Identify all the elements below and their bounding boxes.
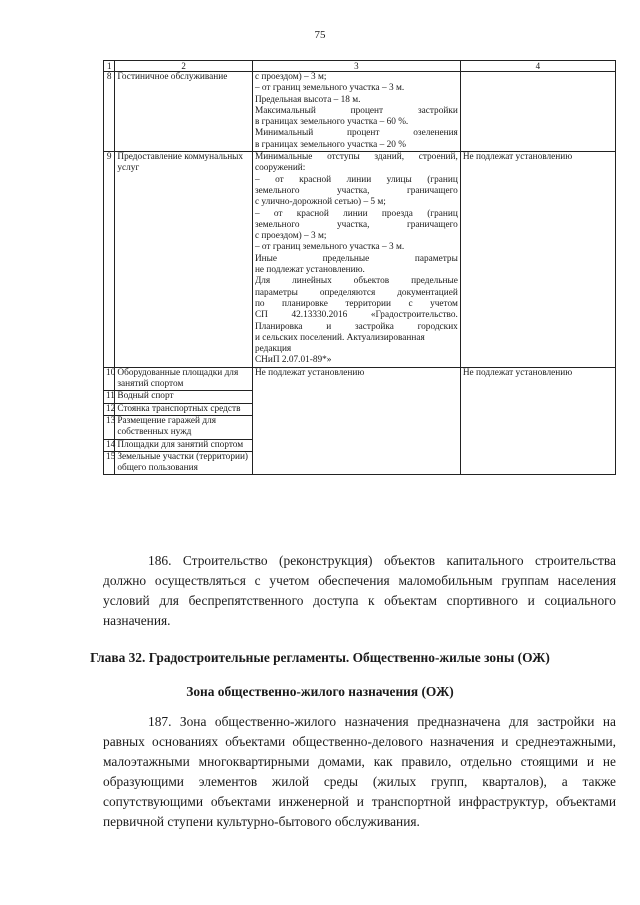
restrictions-cell: Не подлежат установлению	[460, 367, 615, 475]
row-number: 9	[104, 152, 115, 368]
table-header-row	[104, 61, 616, 72]
use-type: Земельные участки (территории) общего пользования	[115, 451, 253, 475]
use-type: Предоставление коммунальных услуг	[115, 152, 253, 368]
param-line: Планировка и застройка городских	[254, 321, 458, 332]
row-number: 8	[104, 72, 115, 152]
use-type: Оборудованные площадки для занятий спортом	[115, 367, 253, 391]
row-number: 10	[104, 367, 115, 391]
use-type: Гостиничное обслуживание	[115, 72, 253, 152]
param-line: Минимальный процент озеленения	[254, 128, 458, 139]
use-type: Стоянка транспортных средств	[115, 403, 253, 415]
parameters-cell	[252, 152, 460, 368]
param-line: параметры определяются документацией	[254, 287, 458, 298]
row-number: 11	[104, 391, 115, 403]
param-line: – от красной линии проезда (границ	[254, 208, 458, 219]
param-line: по планировке территории с учетом	[254, 298, 458, 309]
param-line: – от красной линии улицы (границ	[254, 174, 458, 185]
header-cell: 2	[115, 61, 253, 72]
page-number: 75	[314, 29, 326, 41]
param-line: СНиП 2.07.01-89*»	[254, 355, 332, 366]
param-line: с проездом) – 3 м;	[254, 231, 327, 242]
param-line: с улично-дорожной сетью) – 5 м;	[254, 197, 386, 208]
restrictions-cell	[460, 72, 615, 152]
param-line: Минимальные отступы зданий, строений,	[254, 152, 458, 163]
zone-heading: Зона общественно-жилого назначения (ОЖ)	[186, 684, 454, 699]
param-line: не подлежат установлению.	[254, 265, 365, 276]
chapter-heading: Глава 32. Градостроительные регламенты. Общественно-жилые зоны (ОЖ)	[90, 650, 550, 665]
parameters-cell	[252, 72, 460, 152]
table-row	[104, 367, 616, 391]
param-line: СП 42.13330.2016 «Градостроительство.	[254, 310, 458, 321]
row-number: 12	[104, 403, 115, 415]
regulations-table	[103, 60, 616, 475]
header-cell: 1	[104, 61, 115, 72]
use-type: Размещение гаражей для собственных нужд	[115, 415, 253, 439]
row-number: 15	[104, 451, 115, 475]
param-line: редакция	[254, 344, 292, 355]
param-line: и сельских поселений. Актуализированная	[254, 332, 425, 343]
param-line: – от границ земельного участка – 3 м.	[254, 83, 405, 94]
parameters-cell: Не подлежат установлению	[252, 367, 460, 475]
row-number: 13	[104, 415, 115, 439]
param-line: земельного участка, граничащего	[254, 185, 458, 196]
param-line: – от границ земельного участка – 3 м.	[254, 242, 405, 253]
use-type: Площадки для занятий спортом	[115, 439, 253, 451]
param-line: с проездом) – 3 м;	[254, 72, 327, 82]
param-line: Иные предельные параметры	[254, 253, 458, 264]
use-type: Водный спорт	[115, 391, 253, 403]
param-line: Максимальный процент застройки	[254, 105, 458, 116]
table-row	[104, 152, 616, 368]
row-number: 14	[104, 439, 115, 451]
header-cell: 3	[252, 61, 460, 72]
param-line: в границах земельного участка – 60 %.	[254, 117, 409, 128]
param-line: Предельная высота – 18 м.	[254, 94, 361, 105]
table-row	[104, 72, 616, 152]
header-cell: 4	[460, 61, 615, 72]
param-line: земельного участка, граничащего	[254, 219, 458, 230]
param-line: Для линейных объектов предельные	[254, 276, 458, 287]
param-line: сооружений:	[254, 163, 306, 174]
paragraph-187: 187. Зона общественно-жилого назначения предназначена для застройки на равных основаниях объектами общественно-делового назначения и среднеэтажными, малоэтажными многоквартирными домами, как правило, отдельно стоящими и не образующими элементов жилой среды (жилых групп, кварталов), а также сопутствующими объектами инженерной и транспортной инфраструктур, объектами первичной ступени культурно-бытового обслуживания.	[103, 714, 616, 829]
restrictions-cell: Не подлежат установлению	[460, 152, 615, 368]
paragraph-186: 186. Строительство (реконструкция) объектов капитального строительства должно осуществляться с учетом обеспечения маломобильным группам населения условий для беспрепятственного доступа к объектам спортивного и социального назначения.	[103, 553, 616, 628]
param-line: в границах земельного участка – 20 %	[254, 139, 406, 150]
